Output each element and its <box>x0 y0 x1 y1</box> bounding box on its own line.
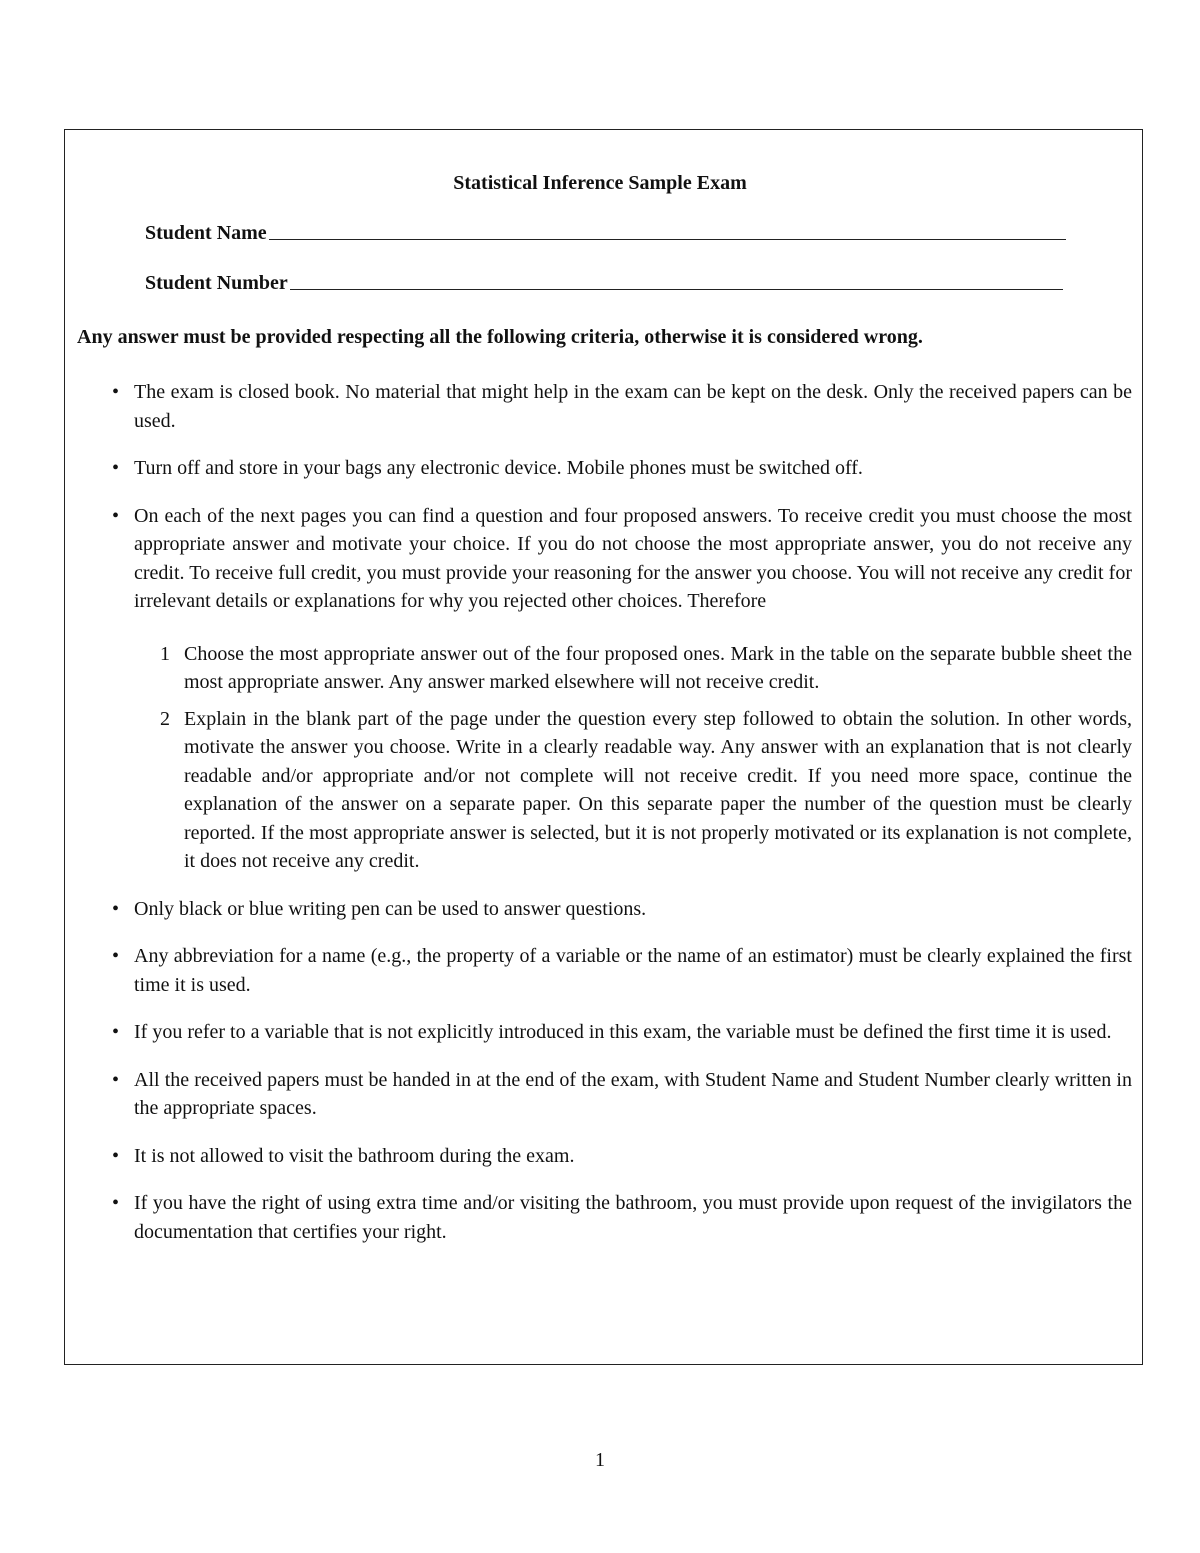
rule-text: Any abbreviation for a name (e.g., the property of a variable or the name of an estimator) must be clearly explained the first time it is used. <box>134 945 1132 996</box>
rule-item <box>110 942 1132 999</box>
rule-item <box>110 895 1132 924</box>
bullet-icon: • <box>112 1068 120 1091</box>
bullet-icon: • <box>112 457 120 479</box>
rule-text: On each of the next pages you can find a question and four proposed answers. To receive credit you must choose the most appropriate answer and motivate your choice. If you do not choose the most appropriate answer, you do not receive any credit. To receive full credit, you must provide your reasoning for the answer you choose. You will not receive any credit for irrelevant details or explanations for why you rejected other choices. Therefore <box>134 504 1132 612</box>
rule-item <box>110 1066 1132 1123</box>
rule-text: If you refer to a variable that is not explicitly introduced in this exam, the variable must be defined the first time it is used. <box>134 1021 1112 1043</box>
student-name-line <box>269 239 1066 240</box>
rule-item <box>110 378 1132 435</box>
bullet-icon: • <box>112 1144 120 1167</box>
rule-item <box>110 1018 1132 1047</box>
rules-list <box>110 378 1132 1265</box>
student-number-label: Student Number <box>145 272 288 294</box>
sub-rule-item <box>160 705 1132 876</box>
student-number-field <box>145 272 1063 295</box>
rule-item <box>110 502 1132 876</box>
sub-rule-text: Choose the most appropriate answer out of the four proposed ones. Mark in the table on the separate bubble sheet the most appropriate answer. Any answer marked elsewhere will not receive credit. <box>184 642 1132 693</box>
criteria-heading: Any answer must be provided respecting all the following criteria, otherwise it is considered wrong. <box>77 326 923 348</box>
rule-text: All the received papers must be handed in at the end of the exam, with Student Name and Student Number clearly written in the appropriate spaces. <box>134 1068 1132 1119</box>
bullet-icon: • <box>112 1192 120 1214</box>
bullet-icon: • <box>112 945 120 967</box>
bullet-icon: • <box>112 1021 120 1043</box>
rule-item <box>110 454 1132 483</box>
sub-rule-text: Explain in the blank part of the page under the question every step followed to obtain the solution. In other words, motivate the answer you choose. Write in a clearly readable way. Any answer with an explanation that is not clearly readable and/or appropriate and/or not complete will not receive credit. If you need more space, continue the explanation of the answer on a separate paper. On this separate paper the number of the question must be clearly reported. If the most appropriate answer is selected, but it is not properly motivated or its explanation is not complete, it does not receive any credit. <box>184 707 1132 872</box>
rule-text: Only black or blue writing pen can be used to answer questions. <box>134 897 647 920</box>
rule-text: It is not allowed to visit the bathroom during the exam. <box>134 1144 575 1167</box>
rule-item <box>110 1189 1132 1246</box>
sub-rules-list <box>134 640 1132 876</box>
sub-rule-number: 1 <box>160 642 170 665</box>
rule-text: The exam is closed book. No material that might help in the exam can be kept on the desk. Only the received papers can be used. <box>134 381 1132 432</box>
exam-title: Statistical Inference Sample Exam <box>453 172 747 194</box>
student-name-field <box>145 222 1066 245</box>
bullet-icon: • <box>112 504 120 527</box>
student-name-label: Student Name <box>145 222 267 244</box>
rule-text: If you have the right of using extra time and/or visiting the bathroom, you must provide upon request of the invigilators the documentation that certifies your right. <box>134 1192 1132 1243</box>
sub-rule-number: 2 <box>160 707 170 730</box>
bullet-icon: • <box>112 897 120 920</box>
rule-item <box>110 1142 1132 1171</box>
rule-text: Turn off and store in your bags any electronic device. Mobile phones must be switched off. <box>134 457 863 479</box>
student-number-line <box>290 289 1063 290</box>
page-number: 1 <box>595 1449 605 1471</box>
sub-rule-item <box>160 640 1132 697</box>
bullet-icon: • <box>112 381 120 403</box>
